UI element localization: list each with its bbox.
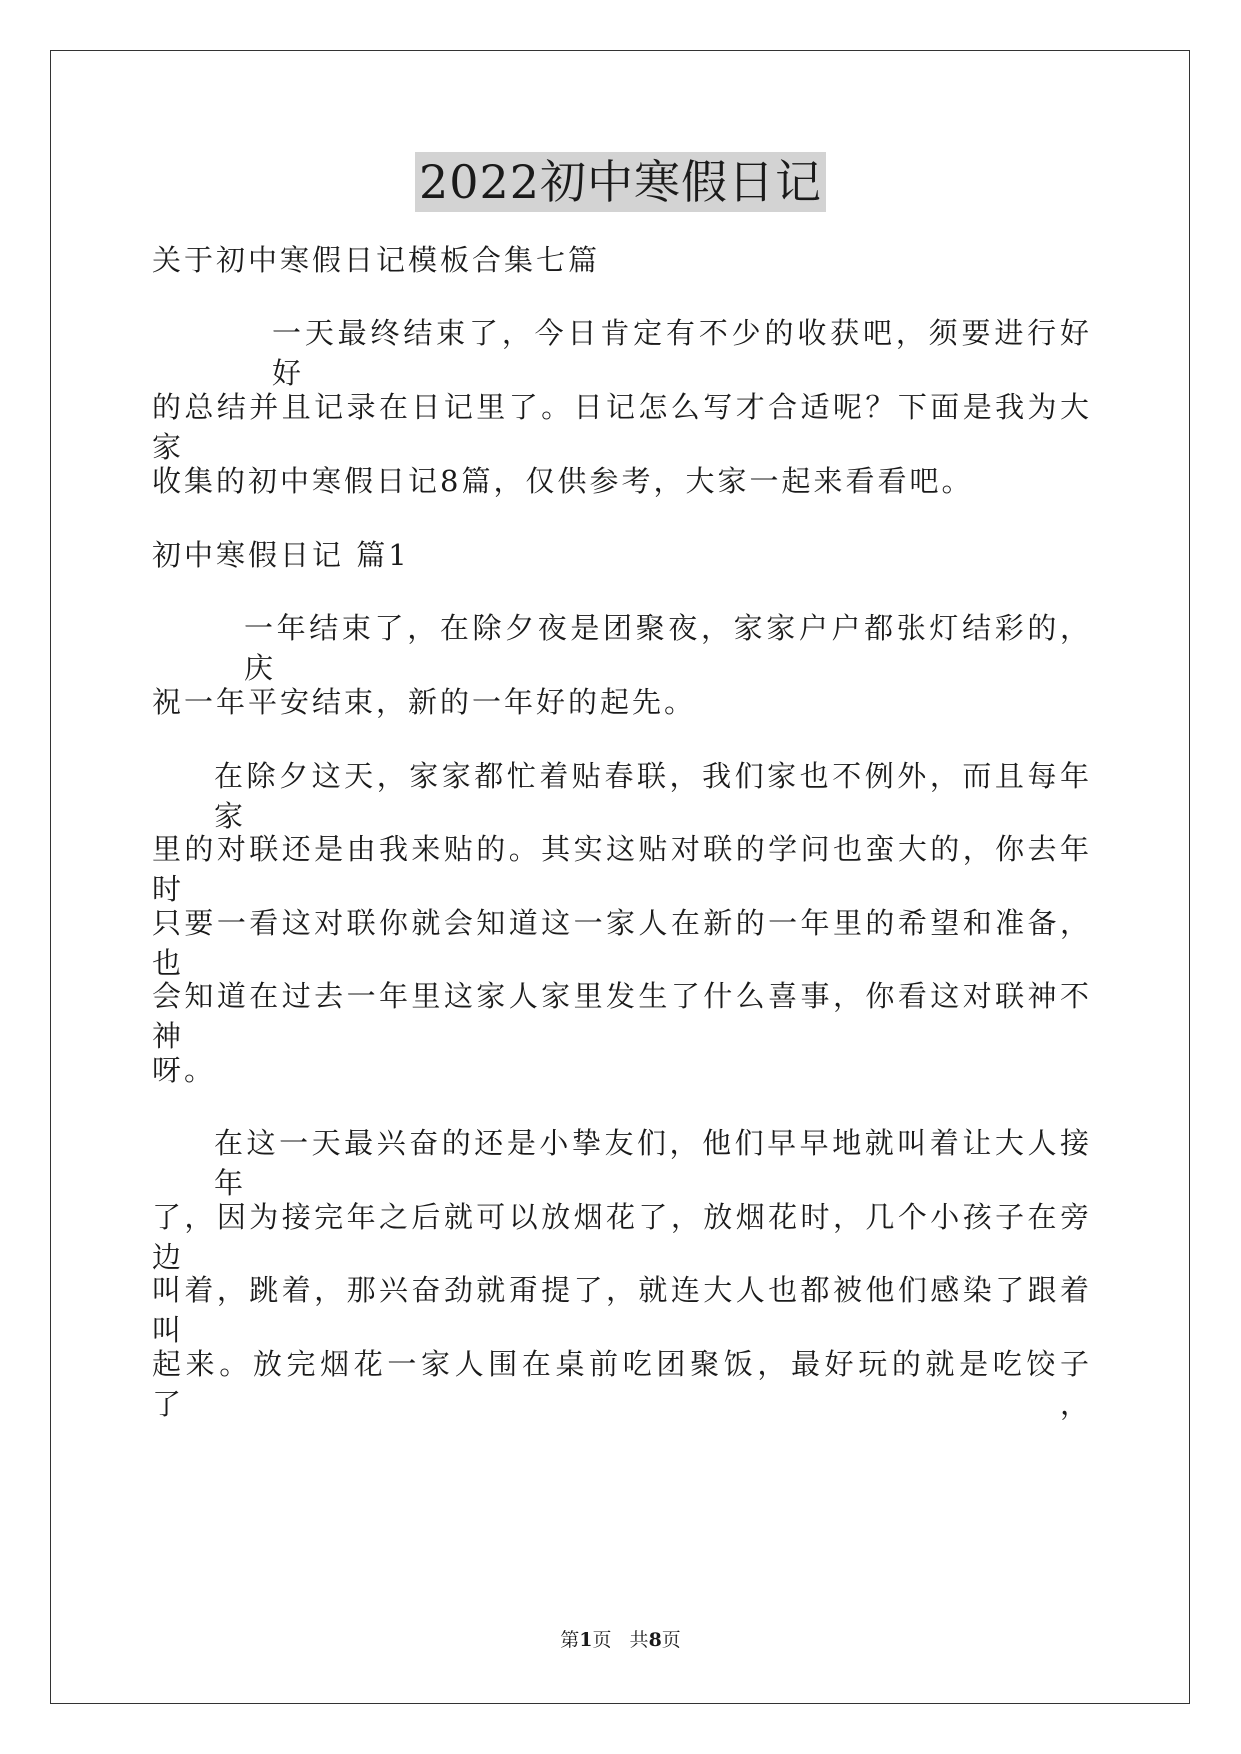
paragraph2-line-5: 呀。 bbox=[152, 1053, 217, 1087]
page-footer bbox=[0, 1628, 1241, 1652]
footer-suffix: 页 bbox=[661, 1629, 681, 1651]
paragraph2-line-2: 里的对联还是由我来贴的。其实这贴对联的学问也蛮大的，你去年时 bbox=[152, 832, 1092, 906]
paragraph2-line-3: 只要一看这对联你就会知道这一家人在新的一年里的希望和准备，也 bbox=[152, 906, 1092, 980]
paragraph3-line-3: 叫着，跳着，那兴奋劲就甭提了，就连大人也都被他们感染了跟着叫 bbox=[152, 1273, 1092, 1347]
paragraph1-line-2: 祝一年平安结束，新的一年好的起先。 bbox=[152, 685, 697, 719]
footer-prefix: 第 bbox=[560, 1629, 580, 1651]
paragraph2-line-4: 会知道在过去一年里这家人家里发生了什么喜事，你看这对联神不神 bbox=[152, 979, 1092, 1053]
intro-line-3: 收集的初中寒假日记8篇，仅供参考，大家一起来看看吧。 bbox=[152, 464, 974, 498]
intro-line-2: 的总结并且记录在日记里了。日记怎么写才合适呢？下面是我为大家 bbox=[152, 390, 1092, 464]
footer-page-number: 1 bbox=[579, 1629, 593, 1651]
paragraph3-line-2: 了，因为接完年之后就可以放烟花了，放烟花时，几个小孩子在旁边 bbox=[152, 1200, 1092, 1274]
intro-line-1: 一天最终结束了，今日肯定有不少的收获吧，须要进行好好 bbox=[272, 316, 1092, 390]
document-title: 2022初中寒假日记 bbox=[415, 152, 826, 212]
footer-middle: 页 共 bbox=[592, 1629, 649, 1651]
paragraph1-line-1: 一年结束了，在除夕夜是团聚夜，家家户户都张灯结彩的，庆 bbox=[244, 611, 1092, 685]
title-container bbox=[0, 152, 1241, 212]
footer-total-pages: 8 bbox=[648, 1629, 662, 1651]
paragraph2-line-1: 在除夕这天，家家都忙着贴春联，我们家也不例外，而且每年家 bbox=[214, 759, 1092, 833]
paragraph3-line-4: 起来。放完烟花一家人围在桌前吃团聚饭，最好玩的就是吃饺子了， bbox=[152, 1347, 1092, 1421]
paragraph3-line-1: 在这一天最兴奋的还是小挚友们，他们早早地就叫着让大人接年 bbox=[214, 1126, 1092, 1200]
section-heading: 初中寒假日记 篇1 bbox=[152, 538, 410, 572]
document-subtitle: 关于初中寒假日记模板合集七篇 bbox=[152, 243, 601, 277]
